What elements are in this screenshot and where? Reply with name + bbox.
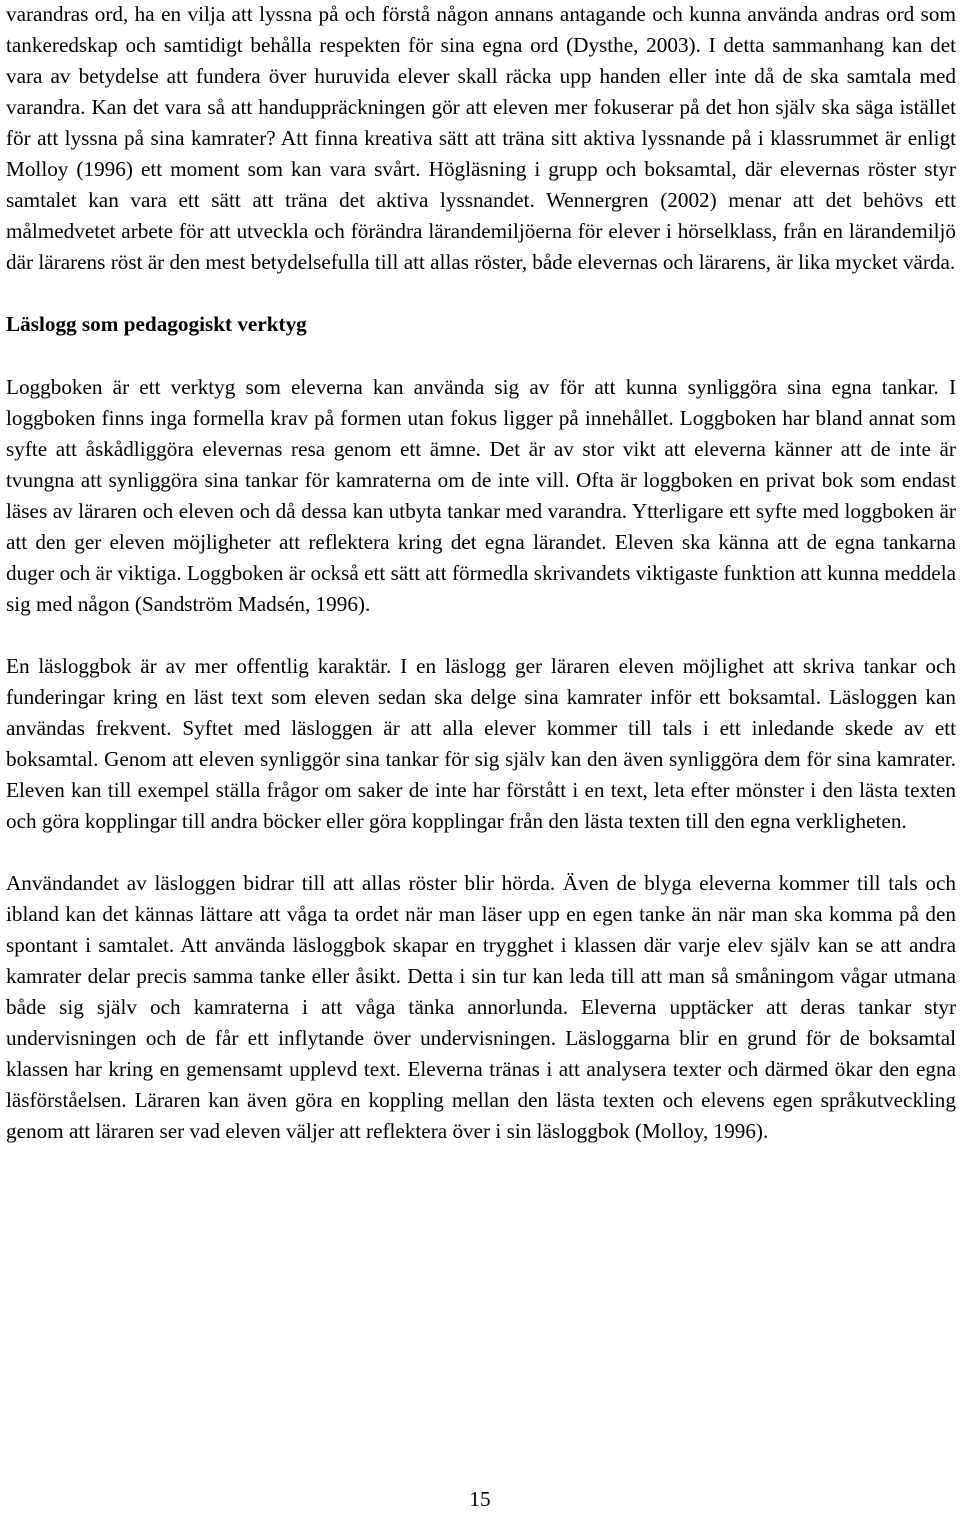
body-paragraph-3: En läsloggbok är av mer offentlig karaktär. I en läslogg ger läraren eleven möjlighet att skriva tankar och funderingar kring en läst text som eleven sedan ska delge sina kamrater inför ett boksamtal. Läsloggen kan användas frekvent. Syftet med läsloggen är att alla elever kommer till tals i ett inledande skede av ett boksamtal. Genom att eleven synliggör sina tankar för sig själv kan den även synliggöra dem för sina kamrater. Eleven kan till exempel ställa frågor om saker de inte har förstått i en text, leta efter mönster i den lästa texten och göra kopplingar till andra böcker eller göra kopplingar från den lästa texten till den egna verkligheten. <box>6 654 956 833</box>
body-paragraph-2: Loggboken är ett verktyg som eleverna kan använda sig av för att kunna synliggöra sina egna tankar. I loggboken finns inga formella krav på formen utan fokus ligger på innehållet. Loggboken har bland annat som syfte att åskådliggöra elevernas resa genom ett ämne. Det är av stor vikt att eleverna känner att de inte är tvungna att synliggöra sina tankar för kamraterna om de inte vill. Ofta är loggboken en privat bok som endast läses av läraren och eleven och då dessa kan utbyta tankar med varandra. Ytterligare ett syfte med loggboken är att den ger eleven möjligheter att reflektera kring det egna lärandet. Eleven ska känna att de egna tankarna duger och är viktiga. Loggboken är också ett sätt att förmedla skrivandets viktigaste funktion att kunna meddela sig med någon (Sandström Madsén, 1996). <box>6 375 956 616</box>
body-paragraph-1: varandras ord, ha en vilja att lyssna på och förstå någon annans antagande och kunna använda andras ord som tankeredskap och samtidigt behålla respekten för sina egna ord (Dysthe, 2003). I detta sammanhang kan det vara av betydelse att fundera över huruvida elever skall räcka upp handen eller inte då de ska samtala med varandra. Kan det vara så att handuppräckningen gör att eleven mer fokuserar på det hon själv ska säga istället för att lyssna på sina kamrater? Att finna kreativa sätt att träna sitt aktiva lyssnande på i klassrummet är enligt Molloy (1996) ett moment som kan vara svårt. Högläsning i grupp och boksamtal, där elevernas röster styr samtalet kan vara ett sätt att träna det aktiva lyssnandet. Wennergren (2002) menar att det behövs ett målmedvetet arbete för att utveckla och förändra lärandemiljöerna för elever i hörselklass, från en lärandemiljö där lärarens röst är den mest betydelsefulla till att allas röster, både elevernas och lärarens, är lika mycket värda. <box>6 2 956 274</box>
section-heading: Läslogg som pedagogiskt verktyg <box>6 312 307 336</box>
page-number: 15 <box>469 1487 491 1511</box>
body-paragraph-4: Användandet av läsloggen bidrar till att allas röster blir hörda. Även de blyga eleverna kommer till tals och ibland kan det kännas lättare att våga ta ordet när man läser upp en egen tanke än när man ska komma på den spontant i samtalet. Att använda läsloggbok skapar en trygghet i klassen där varje elev själv kan se att andra kamrater delar precis samma tanke eller åsikt. Detta i sin tur kan leda till att man så småningom vågar utmana både sig själv och kamraterna i att våga tänka annorlunda. Eleverna upptäcker att deras tankar styr undervisningen och de får ett inflytande över undervisningen. Läsloggarna blir en grund för de boksamtal klassen har kring en gemensamt upplevd text. Eleverna tränas i att analysera texter och därmed ökar den egna läsförståelsen. Läraren kan även göra en koppling mellan den lästa texten och elevens egen språkutveckling genom att läraren ser vad eleven väljer att reflektera över i sin läsloggbok (Molloy, 1996). <box>6 871 956 1143</box>
document-page <box>6 0 956 1147</box>
